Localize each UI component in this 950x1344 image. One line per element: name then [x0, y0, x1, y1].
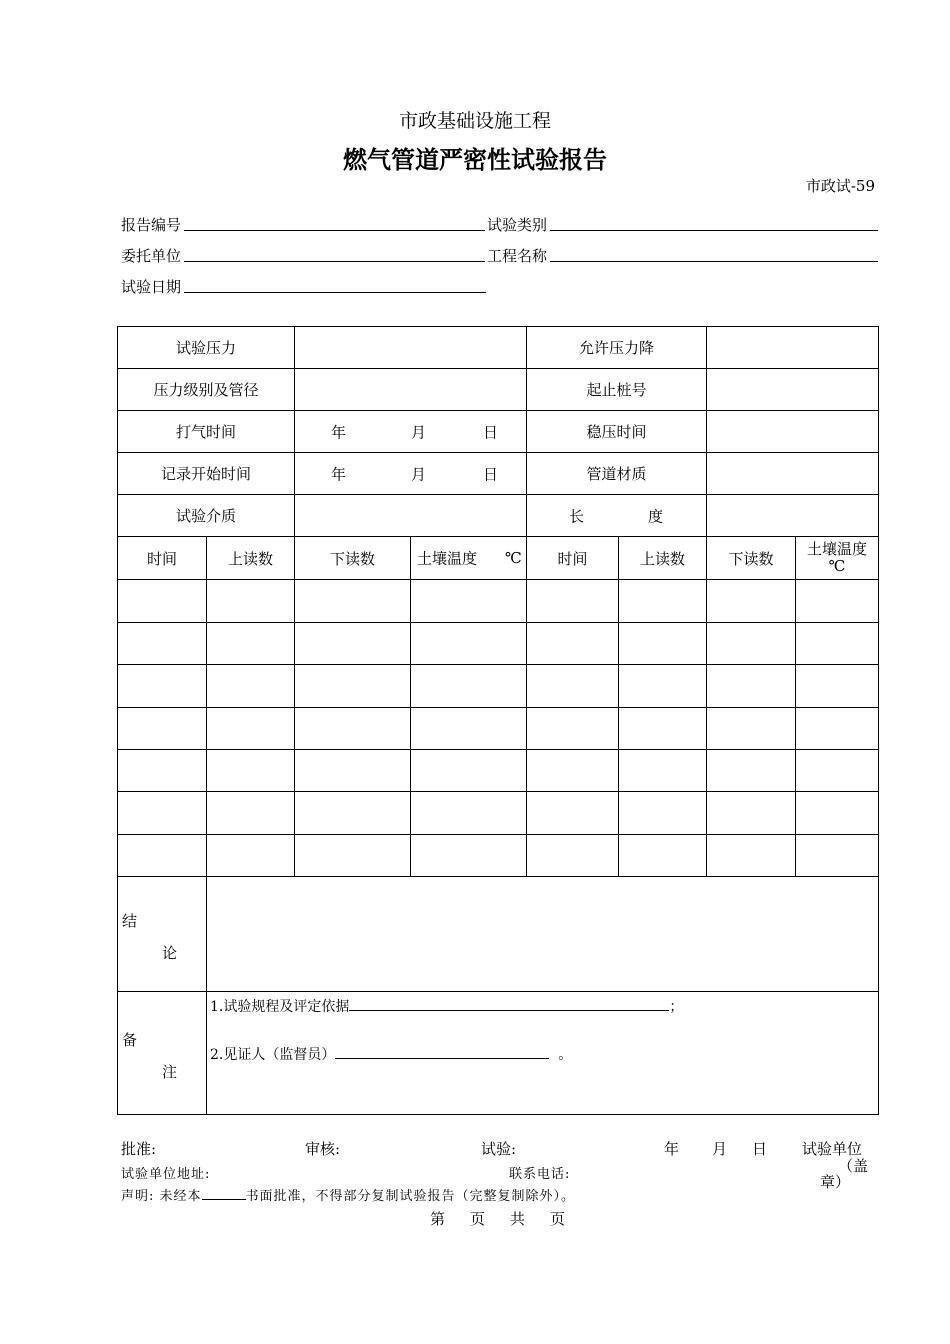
project-name-field[interactable]	[550, 261, 878, 262]
approve-label: 批准:	[121, 1140, 157, 1158]
footer-month: 月	[712, 1140, 728, 1158]
test-pressure-label: 试验压力	[118, 327, 295, 369]
stable-time-label: 稳压时间	[527, 411, 707, 453]
test-medium-label: 试验介质	[118, 495, 295, 537]
note-2	[210, 1044, 572, 1064]
pipe-material-label: 管道材质	[527, 453, 707, 495]
test-date-label: 试验日期	[121, 278, 182, 296]
phone-label: 联系电话:	[509, 1167, 571, 1182]
statement	[121, 1185, 575, 1204]
remarks-char-a: 备	[122, 1031, 138, 1049]
review-label: 审核:	[305, 1140, 341, 1158]
table-row	[118, 750, 879, 792]
form-code: 市政试-59	[805, 177, 875, 195]
note-1	[210, 996, 683, 1016]
col-lower-1: 下读数	[295, 537, 411, 580]
statement-blank[interactable]	[202, 1186, 246, 1200]
test-unit-label: 试验单位	[802, 1140, 863, 1158]
test-unit-seal-a: （盖	[838, 1157, 869, 1175]
footer-day: 日	[752, 1140, 768, 1158]
length-char-a: 长	[569, 507, 585, 525]
footer-year: 年	[664, 1140, 680, 1158]
report-no-label: 报告编号	[121, 216, 182, 234]
note-2-suffix: 。	[558, 1047, 573, 1063]
page-ye-2: 页	[550, 1210, 566, 1228]
col-soil-temp-1	[411, 537, 527, 580]
pump-time-value[interactable]	[295, 411, 527, 453]
page-ye-1: 页	[470, 1210, 486, 1228]
table-row	[118, 835, 879, 877]
record-year-label: 年	[331, 465, 347, 483]
table-row	[118, 623, 879, 665]
test-pressure-value[interactable]	[295, 327, 527, 369]
col-lower-2: 下读数	[707, 537, 796, 580]
client-field[interactable]	[184, 261, 485, 262]
remarks-value	[207, 992, 879, 1115]
record-start-value[interactable]	[295, 453, 527, 495]
conclusion-value[interactable]	[207, 877, 879, 992]
length-label	[527, 495, 707, 537]
col-upper-2: 上读数	[619, 537, 707, 580]
pump-day-label: 日	[483, 423, 499, 441]
remarks-label	[118, 992, 207, 1115]
record-month-label: 月	[411, 465, 427, 483]
station-range-value[interactable]	[707, 369, 879, 411]
client-label: 委托单位	[121, 247, 182, 265]
record-start-label: 记录开始时间	[118, 453, 295, 495]
pump-year-label: 年	[331, 423, 347, 441]
pressure-class-value[interactable]	[295, 369, 527, 411]
soil-temp-unit-1: ℃	[505, 549, 522, 567]
statement-part-b: 书面批准，不得部分复制试验报告（完整复制除外）。	[245, 1189, 576, 1204]
length-value[interactable]	[707, 495, 879, 537]
table-row	[118, 792, 879, 835]
note-1-suffix: ；	[669, 999, 684, 1015]
conclusion-char-a: 结	[122, 912, 138, 930]
col-time-1: 时间	[118, 537, 207, 580]
record-day-label: 日	[483, 465, 499, 483]
report-no-field[interactable]	[184, 230, 485, 231]
project-name-label: 工程名称	[487, 247, 548, 265]
tester-label: 试验:	[481, 1140, 517, 1158]
table-row	[118, 665, 879, 708]
col-soil-temp-2	[796, 537, 879, 580]
soil-temp-label-2: 土壤温度	[807, 540, 868, 558]
statement-part-a: 声明: 未经本	[121, 1189, 202, 1204]
table-row	[118, 708, 879, 750]
soil-temp-unit-2: ℃	[828, 557, 846, 575]
test-table	[117, 326, 879, 1115]
col-time-2: 时间	[527, 537, 619, 580]
pressure-class-label: 压力级别及管径	[118, 369, 295, 411]
page-di: 第	[430, 1210, 446, 1228]
soil-temp-label-1: 土壤温度	[417, 549, 478, 568]
allowed-drop-label: 允许压力降	[527, 327, 707, 369]
test-date-field[interactable]	[184, 292, 486, 293]
test-unit-seal-b: 章）	[820, 1173, 851, 1191]
test-medium-value[interactable]	[295, 495, 527, 537]
remarks-char-b: 注	[162, 1063, 178, 1081]
note-2-field[interactable]	[335, 1044, 549, 1059]
length-char-b: 度	[648, 507, 664, 525]
note-1-field[interactable]	[349, 996, 669, 1011]
stable-time-value[interactable]	[707, 411, 879, 453]
note-1-prefix: 1.试验规程及评定依据	[210, 999, 350, 1015]
address-label: 试验单位地址:	[121, 1167, 211, 1182]
document-title: 燃气管道严密性试验报告	[343, 145, 607, 174]
test-type-label: 试验类别	[487, 216, 548, 234]
document-subtitle: 市政基础设施工程	[398, 110, 551, 132]
page-gong: 共	[510, 1210, 526, 1228]
pipe-material-value[interactable]	[707, 453, 879, 495]
test-type-field[interactable]	[550, 230, 878, 231]
allowed-drop-value[interactable]	[707, 327, 879, 369]
pump-month-label: 月	[411, 423, 427, 441]
conclusion-label	[118, 877, 207, 992]
table-row	[118, 580, 879, 623]
station-range-label: 起止桩号	[527, 369, 707, 411]
conclusion-char-b: 论	[162, 944, 178, 962]
pump-time-label: 打气时间	[118, 411, 295, 453]
col-upper-1: 上读数	[207, 537, 295, 580]
note-2-prefix: 2.见证人（监督员）	[210, 1047, 336, 1063]
